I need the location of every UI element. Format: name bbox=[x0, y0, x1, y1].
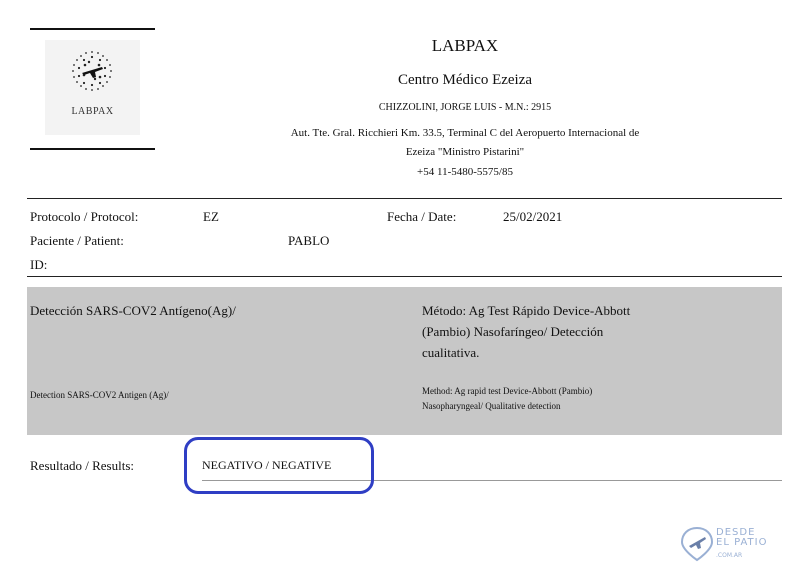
patient-value: PABLO bbox=[288, 233, 330, 248]
watermark-line-1: DESDE bbox=[716, 527, 756, 538]
doctor-line: CHIZZOLINI, JORGE LUIS - M.N.: 2915 bbox=[378, 102, 552, 113]
airplane-sun-icon bbox=[62, 48, 122, 100]
logo-label: LABPAX bbox=[71, 106, 114, 117]
logo-bottom-rule bbox=[30, 148, 155, 150]
watermark-domain: .COM.AR bbox=[716, 552, 743, 559]
result-value: NEGATIVO / NEGATIVE bbox=[202, 458, 332, 472]
result-label: Resultado / Results: bbox=[30, 458, 134, 473]
method-es-line-2: (Pambio) Nasofaríngeo/ Detección bbox=[422, 324, 604, 339]
address-line-1: Aut. Tte. Gral. Ricchieri Km. 33.5, Terminal C del Aeropuerto Internacional de bbox=[290, 127, 640, 139]
method-en-line-2: Nasopharyngeal/ Qualitative detection bbox=[422, 401, 561, 411]
address-line-2: Ezeiza "Ministro Pistarini" bbox=[405, 146, 525, 158]
patient-label: Paciente / Patient: bbox=[30, 233, 124, 248]
patient-divider bbox=[27, 276, 782, 277]
address-block bbox=[225, 124, 705, 162]
plane-pin-icon bbox=[680, 526, 714, 562]
date-value: 25/02/2021 bbox=[503, 209, 563, 224]
test-name-en: Detection SARS-COV2 Antigen (Ag)/ bbox=[30, 390, 169, 400]
test-name-es: Detección SARS-COV2 Antígeno(Ag)/ bbox=[30, 303, 236, 318]
id-label: ID: bbox=[30, 257, 48, 272]
protocol-value: EZ bbox=[203, 209, 219, 224]
phone-line: +54 11-5480-5575/85 bbox=[417, 166, 513, 178]
method-es-line-3: cualitativa. bbox=[422, 345, 480, 360]
result-highlight-oval bbox=[184, 437, 374, 494]
method-en-line-1: Method: Ag rapid test Device-Abbott (Pambio) bbox=[422, 386, 593, 396]
protocol-label: Protocolo / Protocol: bbox=[30, 209, 139, 224]
header-divider bbox=[27, 198, 782, 199]
lab-title: LABPAX bbox=[431, 36, 499, 55]
method-en bbox=[422, 384, 752, 414]
logo-top-rule bbox=[30, 28, 155, 30]
method-es bbox=[422, 300, 752, 363]
date-label: Fecha / Date: bbox=[387, 209, 457, 224]
watermark-text bbox=[716, 528, 767, 548]
method-es-line-1: Método: Ag Test Rápido Device-Abbott bbox=[422, 303, 631, 318]
watermark-line-2: EL PATIO bbox=[716, 537, 768, 548]
center-name: Centro Médico Ezeiza bbox=[397, 72, 533, 88]
